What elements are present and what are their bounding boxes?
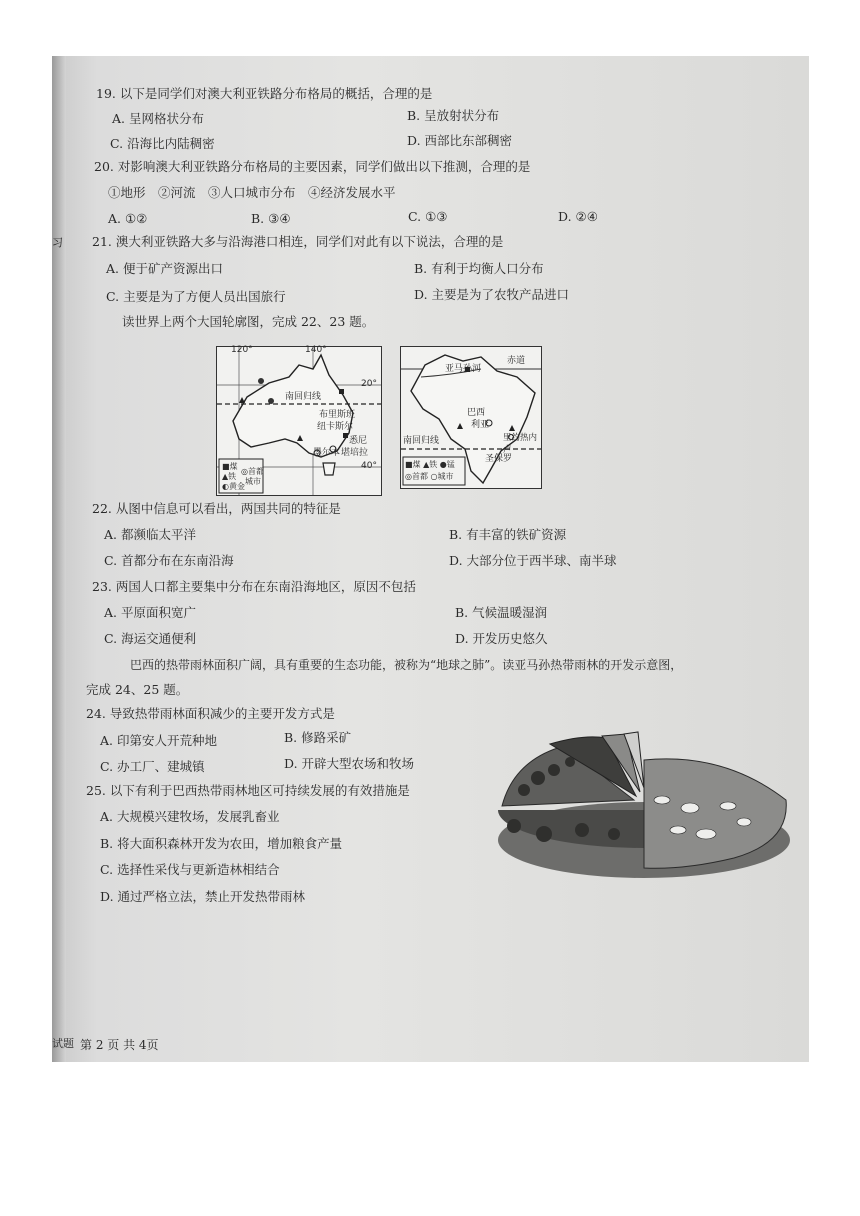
sydney-label: 悉尼: [349, 436, 368, 446]
q19-option-c: C. 沿海比内陆稠密: [110, 136, 215, 151]
melbourne-label: 墨尔本: [313, 448, 341, 458]
newcastle-label: 纽卡斯尔: [317, 422, 354, 432]
q25-option-d: D. 通过严格立法，禁止开发热带雨林: [100, 889, 306, 904]
side-mark-top: 习: [52, 236, 63, 249]
q22-stem: 22. 从图中信息可以看出，两国共同的特征是: [92, 501, 341, 516]
q22-option-c: C. 首都分布在东南沿海: [104, 553, 234, 568]
rio-label: 里约热内卢: [503, 433, 538, 455]
q21-option-d: D. 主要是为了农牧产品进口: [414, 287, 570, 302]
q19-option-d: D. 西部比东部稠密: [407, 133, 513, 148]
q25-option-b: B. 将大面积森林开发为农田，增加粮食产量: [100, 836, 343, 851]
q23-option-d: D. 开发历史悠久: [455, 631, 548, 646]
q24-option-d: D. 开辟大型农场和牧场: [284, 756, 415, 771]
lon-140-label: 140°: [305, 345, 327, 355]
q22-option-d: D. 大部分位于西半球、南半球: [449, 553, 617, 568]
equator-label: 赤道: [507, 356, 526, 366]
q20-option-c: C. ①③: [408, 209, 448, 224]
side-mark-bottom: 试题: [52, 1037, 74, 1050]
lat-20-label: 20°: [361, 379, 377, 389]
rainforest-pie-graphic: [494, 730, 790, 880]
legend-coal: ■煤: [222, 462, 238, 471]
legend-capital: ◎首都: [241, 467, 264, 476]
q19-stem: 19. 以下是同学们对澳大利亚铁路分布格局的概括，合理的是: [96, 86, 433, 101]
q20-option-d: D. ②④: [558, 209, 598, 224]
q20-factors: ①地形 ②河流 ③人口城市分布 ④经济发展水平: [108, 185, 396, 200]
q20-stem: 20. 对影响澳大利亚铁路分布格局的主要因素，同学们做出以下推测，合理的是: [94, 159, 531, 174]
q25-stem: 25. 以下有利于巴西热带雨林地区可持续发展的有效措施是: [86, 783, 410, 798]
br-legend-line2: ◎首都 ○城市: [405, 472, 454, 481]
amazon-label: 亚马孙河: [445, 364, 482, 374]
q23-option-a: A. 平原面积宽广: [104, 605, 196, 620]
legend-city: 城市: [245, 477, 261, 486]
q23-option-b: B. 气候温暖湿润: [455, 605, 548, 620]
legend-iron: ▲铁: [222, 472, 237, 481]
br-legend-line1: ■煤 ▲铁 ●锰: [405, 460, 455, 469]
australia-map: [216, 346, 382, 496]
brisbane-label: 布里斯班: [319, 410, 356, 420]
q22-option-b: B. 有丰富的铁矿资源: [449, 527, 567, 542]
page-footer: 第 2 页 共 4页: [80, 1038, 159, 1052]
q23-option-c: C. 海运交通便利: [104, 631, 197, 646]
q21-option-b: B. 有利于均衡人口分布: [414, 261, 544, 276]
lat-40-label: 40°: [361, 461, 377, 471]
brazil-map: [400, 346, 542, 489]
map-intro: 读世界上两个大国轮廓图，完成 22、23 题。: [122, 314, 375, 329]
lon-120-label: 120°: [231, 345, 253, 355]
q20-option-b: B. ③④: [251, 211, 291, 226]
q20-option-a: A. ①②: [108, 211, 148, 226]
intro2-line2: 完成 24、25 题。: [86, 682, 189, 697]
q22-option-a: A. 都濒临太平洋: [104, 527, 196, 542]
legend-gold: ◐黄金: [222, 482, 245, 491]
q24-stem: 24. 导致热带雨林面积减少的主要开发方式是: [86, 706, 335, 721]
brazil-label: 巴西: [467, 408, 486, 418]
q24-option-a: A. 印第安人开荒种地: [100, 733, 217, 748]
q25-option-a: A. 大规模兴建牧场，发展乳畜业: [100, 809, 280, 824]
q21-option-c: C. 主要是为了方便人员出国旅行: [106, 289, 286, 304]
q25-option-c: C. 选择性采伐与更新造林相结合: [100, 862, 280, 877]
rainforest-development-illustration: [494, 730, 790, 880]
q24-option-c: C. 办工厂、建城镇: [100, 759, 205, 774]
page-binding-edge: [52, 56, 66, 1062]
saopaulo-label: 圣保罗: [485, 454, 513, 464]
q24-option-b: B. 修路采矿: [284, 730, 352, 745]
br-tropic-label: 南回归线: [403, 436, 440, 446]
canberra-label: 堪培拉: [341, 448, 369, 458]
brasilia-label: 利亚: [471, 420, 490, 430]
q21-option-a: A. 便于矿产资源出口: [106, 261, 223, 276]
q21-stem: 21. 澳大利亚铁路大多与沿海港口相连，同学们对此有以下说法，合理的是: [92, 234, 504, 249]
q19-option-b: B. 呈放射状分布: [407, 108, 500, 123]
q23-stem: 23. 两国人口都主要集中分布在东南沿海地区，原因不包括: [92, 579, 416, 594]
q19-option-a: A. 呈网格状分布: [112, 111, 204, 126]
intro2-line1: 巴西的热带雨林面积广阔，具有重要的生态功能，被称为“地球之肺”。读亚马孙热带雨林的开发示意图，: [130, 658, 683, 672]
au-tropic-label: 南回归线: [285, 392, 322, 402]
